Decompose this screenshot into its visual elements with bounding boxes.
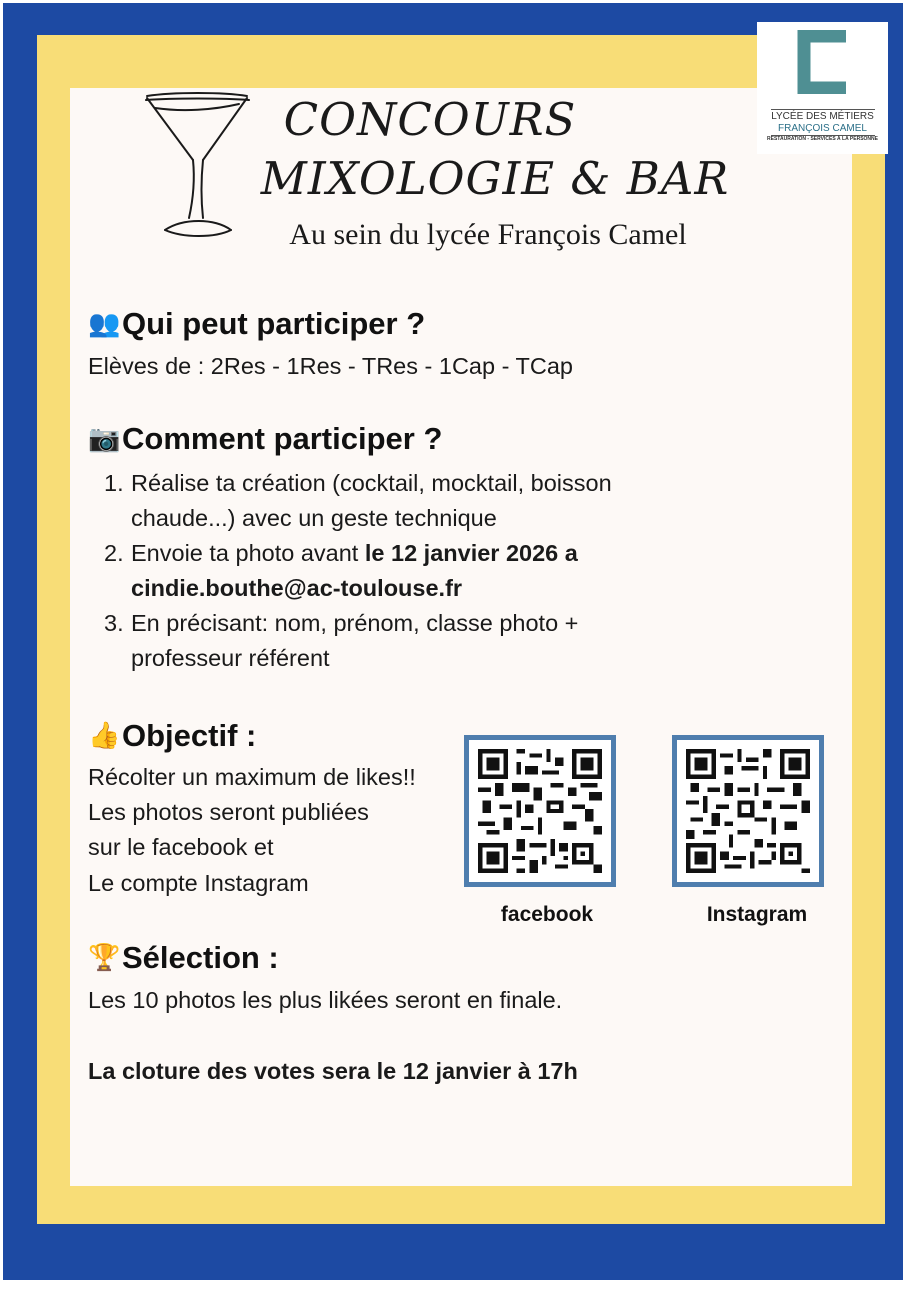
step-2: 2. Envoie ta photo avant le 12 janvier 2026 a cindie.bouthe@ac-toulouse.fr: [104, 536, 704, 606]
facebook-qr-code[interactable]: [464, 735, 616, 887]
title-line2: MIXOLOGIE & BAR: [260, 152, 730, 205]
heading-goal: 👍Objectif :: [88, 718, 257, 753]
instagram-label: Instagram: [706, 903, 808, 926]
who-text: Elèves de : 2Res - 1Res - TRes - 1Cap - TCap: [88, 353, 573, 379]
thumbs-up-icon: 👍: [88, 720, 121, 750]
heading-how: 📷Comment participer ?: [88, 421, 443, 456]
qr-code-icon: [478, 749, 602, 873]
closing-text: La cloture des votes sera le 12 janvier à 17h: [88, 1058, 578, 1084]
logo-c-icon: [790, 30, 854, 94]
title-line1: CONCOURS: [283, 93, 577, 146]
selection-text: Les 10 photos les plus likées seront en finale.: [88, 987, 563, 1013]
qr-code-icon: [686, 749, 810, 873]
facebook-label: facebook: [500, 903, 594, 926]
goal-line-1: Récolter un maximum de likes!!: [88, 764, 416, 790]
goal-line-2: Les photos seront publiées: [88, 799, 369, 825]
people-icon: 👥: [88, 308, 121, 338]
logo-line1: LYCÉE DES MÉTIERS: [771, 111, 874, 122]
step-3: 3. En précisant: nom, prénom, classe photo + professeur référent: [104, 610, 579, 671]
goal-line-3: sur le facebook et: [88, 834, 274, 860]
subtitle: Au sein du lycée François Camel: [289, 218, 687, 251]
steps-list: [104, 466, 704, 676]
contact-email: cindie.bouthe@ac-toulouse.fr: [131, 575, 463, 601]
goal-line-4: Le compte Instagram: [88, 870, 309, 896]
school-logo: [757, 22, 888, 154]
logo-divider: [771, 109, 875, 110]
heading-selection: 🏆Sélection :: [88, 940, 279, 975]
camera-icon: 📷: [88, 423, 121, 453]
instagram-qr-code[interactable]: [672, 735, 824, 887]
logo-line3: RESTAURATION - SERVICES À LA PERSONNE: [767, 136, 878, 142]
heading-who: 👥Qui peut participer ?: [88, 306, 426, 341]
trophy-icon: 🏆: [88, 942, 121, 972]
logo-line2: FRANÇOIS CAMEL: [778, 123, 867, 134]
step-1: 1. Réalise ta création (cocktail, mocktail, boisson chaude...) avec un geste technique: [104, 470, 612, 531]
